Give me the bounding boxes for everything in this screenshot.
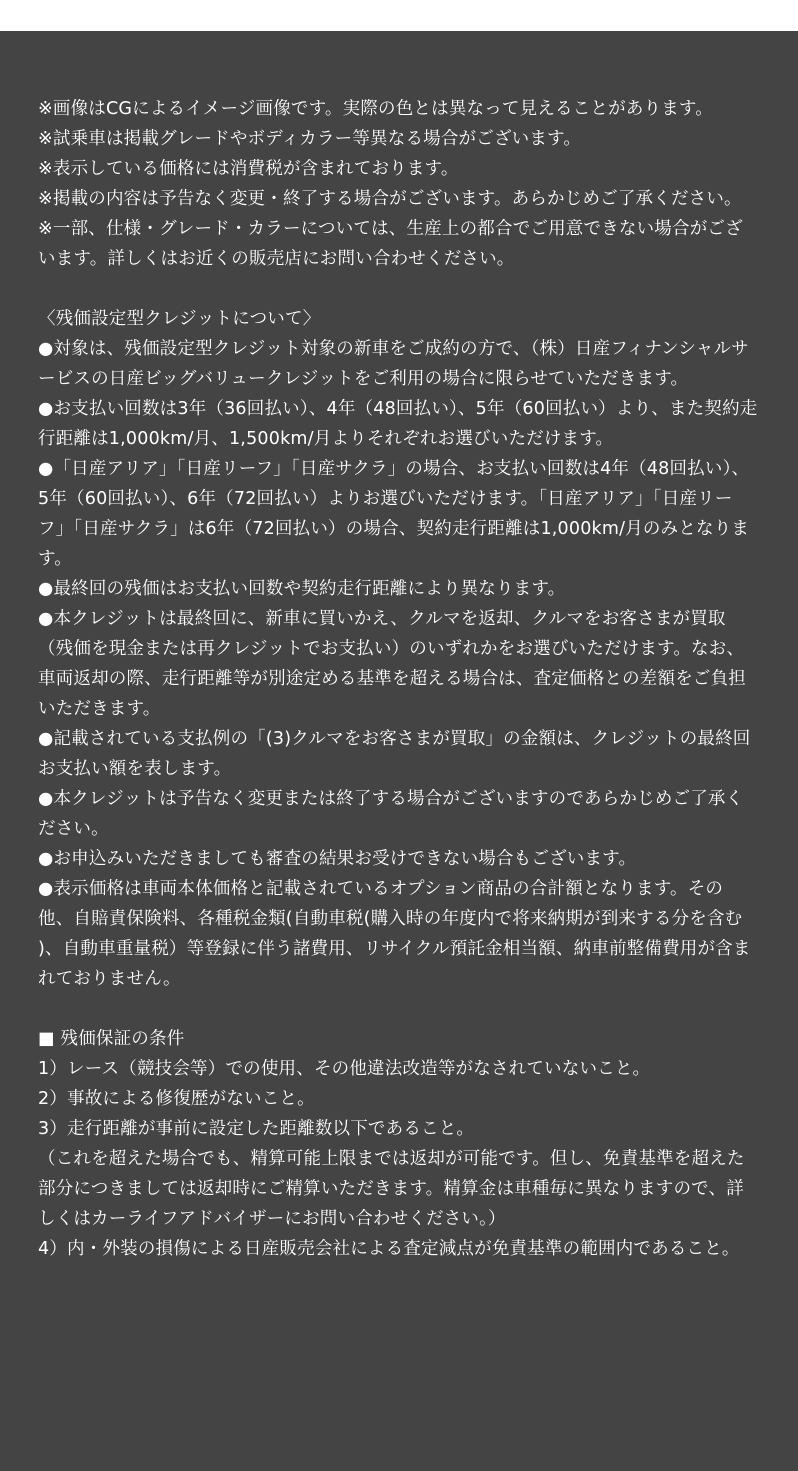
guarantee-item-accident: 2）事故による修復歴がないこと。 <box>38 1089 315 1109</box>
note-availability: ※一部、仕様・グレード・カラーについては、生産上の都合でご用意できない場合がございます。詳しくはお近くの販売店にお問い合わせください。 <box>38 219 743 269</box>
credit-section <box>38 304 758 994</box>
notes-section <box>38 94 758 274</box>
guarantee-item-damage: 4）内・外装の損傷による日産販売会社による査定減点が免責基準の範囲内であること。 <box>38 1239 740 1259</box>
credit-item-screening: ●お申込みいただきましても審査の結果お受けできない場合もございます。 <box>38 849 637 869</box>
credit-heading: 〈残価設定型クレジットについて〉 <box>38 309 321 329</box>
spacer <box>38 994 758 1024</box>
note-content-change: ※掲載の内容は予告なく変更・終了する場合がございます。あらかじめご了承ください。 <box>38 189 742 209</box>
credit-item-price-details: ●表示価格は車両本体価格と記載されているオプション商品の合計額となります。その他、自賠責保険料、各種税金類(自動車税(購入時の年度内で将来納期が到来する分を含む )、自動車重量税）等登録に伴う諸費用、リサイクル預託金相当額、納車前整備費用が含まれておりません。 <box>38 879 751 989</box>
note-tax-included: ※表示している価格には消費税が含まれております。 <box>38 159 459 179</box>
guarantee-heading: ■ 残価保証の条件 <box>38 1029 185 1049</box>
credit-item-residual-value: ●最終回の残価はお支払い回数や契約走行距離により異なります。 <box>38 579 566 599</box>
credit-item-payment-example: ●記載されている支払例の「(3)クルマをお客さまが買取」の金額は、クレジットの最終回お支払い額を表します。 <box>38 729 751 779</box>
guarantee-section <box>38 1024 758 1264</box>
note-cg-image: ※画像はCGによるイメージ画像です。実際の色とは異なって見えることがあります。 <box>38 99 713 119</box>
top-bar <box>0 0 798 31</box>
credit-item-ev-models: ●「日産アリア」「日産リーフ」「日産サクラ」の場合、お支払い回数は4年（48回払い）、5年（60回払い）、6年（72回払い）よりお選びいただけます。「日産アリア」「日産リーフ」「日産サクラ」は6年（72回払い）の場合、契約走行距離は1,000km/月のみとなります。 <box>38 459 750 569</box>
guarantee-item-mileage: 3）走行距離が事前に設定した距離数以下であること。 <box>38 1119 475 1139</box>
credit-item-final-options: ●本クレジットは最終回に、新車に買いかえ、クルマを返却、クルマをお客さまが買取（残価を現金または再クレジットでお支払い）のいずれかをお選びいただけます。なお、車両返却の際、走行距離等が別途定める基準を超える場合は、査定価格との差額をご負担いただきます。 <box>38 609 746 719</box>
disclaimer-panel <box>0 31 798 1471</box>
spacer <box>38 274 758 304</box>
guarantee-item-mileage-note: （これを超えた場合でも、精算可能上限までは返却が可能です。但し、免責基準を超えた部分につきましては返却時にご精算いただきます。精算金は車種毎に異なりますので、詳しくはカーライフアドバイザーにお問い合わせください。） <box>38 1149 745 1229</box>
credit-item-payment-count: ●お支払い回数は3年（36回払い）、4年（48回払い）、5年（60回払い）より、また契約走行距離は1,000km/月、1,500km/月よりそれぞれお選びいただけます。 <box>38 399 758 449</box>
guarantee-item-racing: 1）レース（競技会等）での使用、その他違法改造等がなされていないこと。 <box>38 1059 651 1079</box>
credit-item-eligibility: ●対象は、残価設定型クレジット対象の新車をご成約の方で、（株）日産フィナンシャルサービスの日産ビッグバリュークレジットをご利用の場合に限らせていただきます。 <box>38 339 749 389</box>
note-test-drive: ※試乗車は掲載グレードやボディカラー等異なる場合がございます。 <box>38 129 582 149</box>
credit-item-change-notice: ●本クレジットは予告なく変更または終了する場合がございますのであらかじめご了承ください。 <box>38 789 744 839</box>
